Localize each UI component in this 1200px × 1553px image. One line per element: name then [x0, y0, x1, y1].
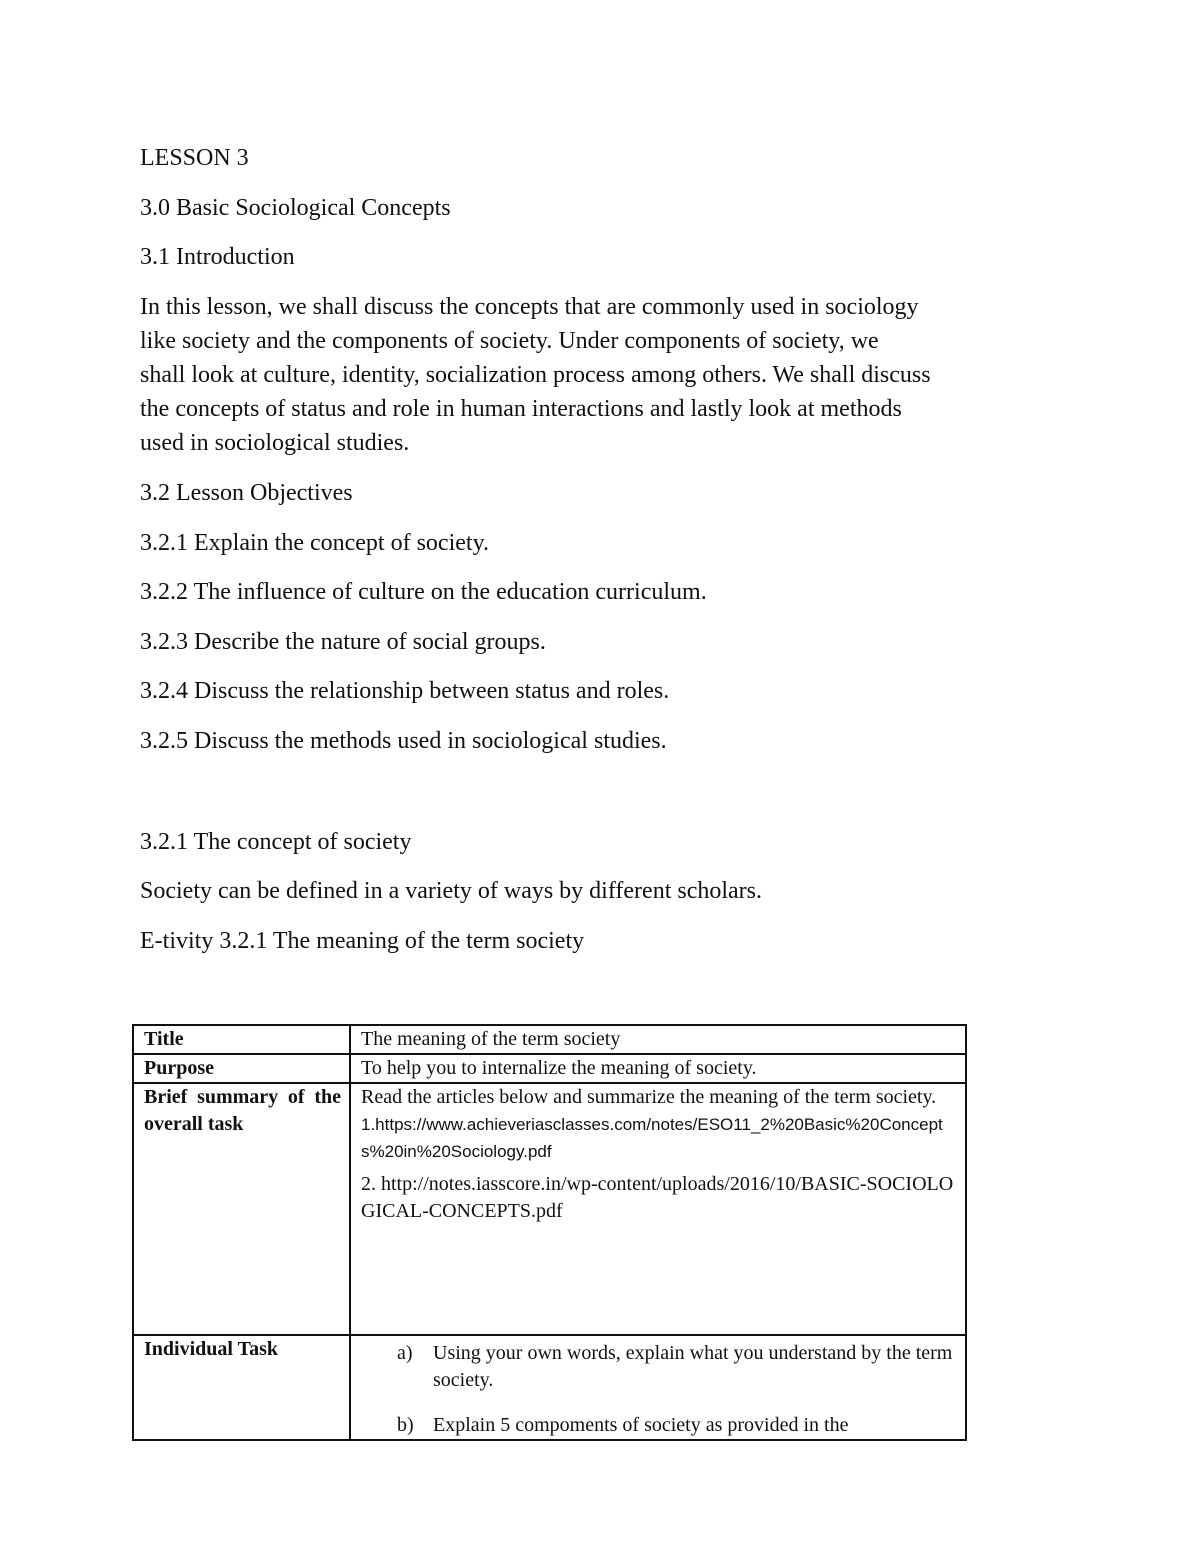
table-row [133, 1025, 966, 1054]
objective-item: 3.2.2 The influence of culture on the education curriculum. [140, 579, 707, 605]
summary-text: Read the articles below and summarize the meaning of the term society. [361, 1086, 937, 1108]
etivity-table [132, 1024, 967, 1441]
intro-line: shall look at culture, identity, socialization process among others. We shall discuss [140, 362, 931, 388]
intro-line: In this lesson, we shall discuss the concepts that are commonly used in sociology [140, 294, 919, 320]
table-key-title: Title [133, 1025, 350, 1054]
etivity-heading: E-tivity 3.2.1 The meaning of the term society [140, 928, 585, 954]
task-item [361, 1340, 957, 1394]
table-value-purpose: To help you to internalize the meaning of society. [350, 1054, 966, 1083]
task-marker: a) [397, 1342, 413, 1364]
task-item [361, 1412, 957, 1439]
article-link-1[interactable]: 1.https://www.achieveriasclasses.com/notes/ESO11_2%20Basic%20Concepts%20in%20Sociology.pdf [361, 1115, 943, 1161]
table-row [133, 1083, 966, 1335]
intro-line: used in sociological studies. [140, 430, 410, 456]
concept-heading: 3.2.1 The concept of society [140, 829, 412, 855]
lesson-heading: LESSON 3 [140, 145, 249, 171]
article-link-2[interactable]: 2. http://notes.iasscore.in/wp-content/uploads/2016/10/BASIC-SOCIOLOGICAL-CONCEPTS.pdf [361, 1173, 954, 1222]
task-text: Using your own words, explain what you understand by the term society. [433, 1342, 953, 1391]
objective-item: 3.2.3 Describe the nature of social groups. [140, 629, 546, 655]
table-value-title: The meaning of the term society [350, 1025, 966, 1054]
intro-heading: 3.1 Introduction [140, 244, 295, 270]
table-value-summary [350, 1083, 966, 1335]
objective-item: 3.2.5 Discuss the methods used in sociological studies. [140, 728, 667, 754]
intro-line: like society and the components of society. Under components of society, we [140, 328, 879, 354]
table-key-summary: Brief summary of the overall task [133, 1083, 350, 1335]
table-row [133, 1335, 966, 1440]
objective-item: 3.2.4 Discuss the relationship between status and roles. [140, 678, 670, 704]
table-key-task: Individual Task [133, 1335, 350, 1440]
objective-item: 3.2.1 Explain the concept of society. [140, 530, 490, 556]
task-marker: b) [397, 1414, 414, 1436]
task-text: Explain 5 compoments of society as provided in the [433, 1414, 849, 1436]
table-row [133, 1054, 966, 1083]
objectives-heading: 3.2 Lesson Objectives [140, 480, 353, 506]
intro-paragraph [140, 290, 1070, 460]
table-key-purpose: Purpose [133, 1054, 350, 1083]
section-title: 3.0 Basic Sociological Concepts [140, 195, 451, 221]
intro-line: the concepts of status and role in human interactions and lastly look at methods [140, 396, 902, 422]
concept-text: Society can be defined in a variety of ways by different scholars. [140, 878, 763, 904]
table-value-task [350, 1335, 966, 1440]
